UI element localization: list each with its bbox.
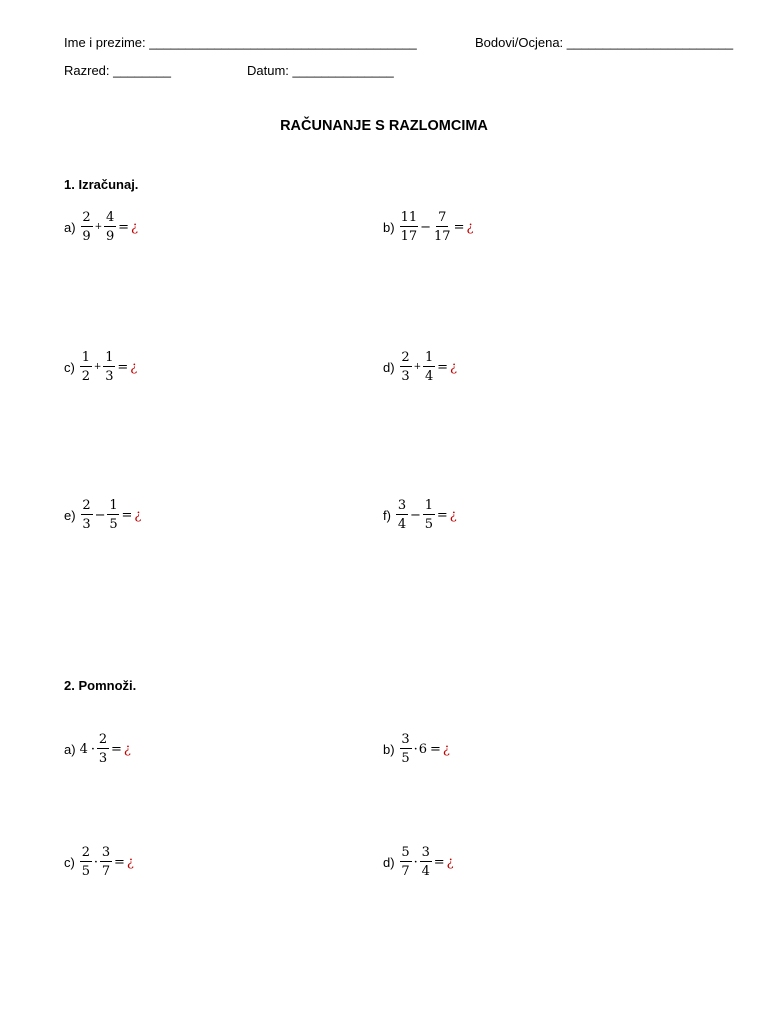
task-1e (64, 499, 141, 531)
equals-sign: = (436, 507, 448, 523)
fraction: $\frac{3}{4}$ (397, 498, 407, 532)
answer-placeholder: ¿ (131, 219, 138, 235)
integer-factor: 4 (79, 741, 88, 757)
task-label: d) (383, 359, 395, 375)
answer-placeholder: ¿ (442, 741, 450, 757)
fraction: $\frac{2}{3}$ (82, 498, 91, 532)
task-1f (383, 499, 457, 531)
operator: · (413, 854, 418, 870)
task-1b (383, 211, 473, 243)
task-label: e) (64, 507, 76, 523)
task-1d (383, 351, 457, 383)
task-label: b) (383, 219, 395, 235)
operator: + (413, 362, 422, 372)
answer-placeholder: ¿ (130, 359, 138, 375)
task-1a (64, 211, 138, 243)
name-field-label: Ime i prezime: _____________________________________ (64, 35, 417, 50)
answer-placeholder: ¿ (450, 359, 457, 375)
equals-sign: = (110, 741, 122, 757)
answer-placeholder: ¿ (123, 741, 131, 757)
task-label: b) (383, 741, 395, 757)
equals-sign: = (113, 854, 125, 870)
section-heading-2: 2. Pomnoži. (64, 678, 137, 693)
task-2d (383, 846, 454, 878)
operator: · (413, 741, 418, 757)
integer-factor: 6 (418, 741, 427, 757)
class-field-label: Razred: ________ (64, 63, 171, 78)
answer-placeholder: ¿ (446, 854, 454, 870)
date-field-label: Datum: ______________ (247, 63, 394, 78)
fraction: $\frac{3}{5}$ (401, 732, 410, 766)
task-label: f) (383, 507, 391, 523)
fraction: $\frac{11}{17}$ (400, 210, 418, 244)
fraction: $\frac{2}{3}$ (98, 732, 108, 766)
operator: · (90, 741, 95, 757)
fraction: $\frac{1}{4}$ (424, 350, 434, 384)
fraction: $\frac{1}{3}$ (105, 350, 114, 384)
fraction: $\frac{2}{3}$ (401, 350, 410, 384)
operator: − (94, 507, 106, 523)
equals-sign: = (121, 507, 133, 523)
equals-sign: = (453, 219, 465, 235)
equals-sign: = (429, 741, 441, 757)
task-label: c) (64, 359, 75, 375)
equals-sign: = (433, 854, 445, 870)
operator: + (94, 222, 103, 232)
task-2a (64, 733, 131, 765)
task-label: c) (64, 854, 75, 870)
fraction: $\frac{7}{17}$ (434, 210, 451, 244)
fraction: $\frac{2}{9}$ (82, 210, 91, 244)
equals-sign: = (117, 359, 129, 375)
fraction: $\frac{2}{5}$ (81, 845, 90, 879)
fraction: $\frac{1}{5}$ (109, 498, 118, 532)
task-label: d) (383, 854, 395, 870)
fraction: $\frac{3}{4}$ (421, 845, 430, 879)
answer-placeholder: ¿ (134, 507, 142, 523)
worksheet-title: RAČUNANJE S RAZLOMCIMA (280, 118, 488, 134)
task-label: a) (64, 741, 76, 757)
task-2c (64, 846, 134, 878)
fraction: $\frac{1}{5}$ (424, 498, 433, 532)
task-1c (64, 351, 137, 383)
operator: − (420, 219, 432, 235)
answer-placeholder: ¿ (126, 854, 134, 870)
fraction: $\frac{4}{9}$ (105, 210, 115, 244)
answer-placeholder: ¿ (449, 507, 457, 523)
score-field-label: Bodovi/Ocjena: _______________________ (475, 35, 734, 50)
fraction: $\frac{3}{7}$ (101, 845, 111, 879)
answer-placeholder: ¿ (466, 219, 474, 235)
equals-sign: = (118, 219, 130, 235)
section-heading-1: 1. Izračunaj. (64, 177, 139, 192)
task-2b (383, 733, 450, 765)
operator: + (93, 362, 102, 372)
equals-sign: = (437, 359, 449, 375)
fraction: $\frac{5}{7}$ (401, 845, 410, 879)
operator: · (93, 854, 98, 870)
operator: − (409, 507, 421, 523)
task-label: a) (64, 219, 76, 235)
fraction: $\frac{1}{2}$ (81, 350, 90, 384)
